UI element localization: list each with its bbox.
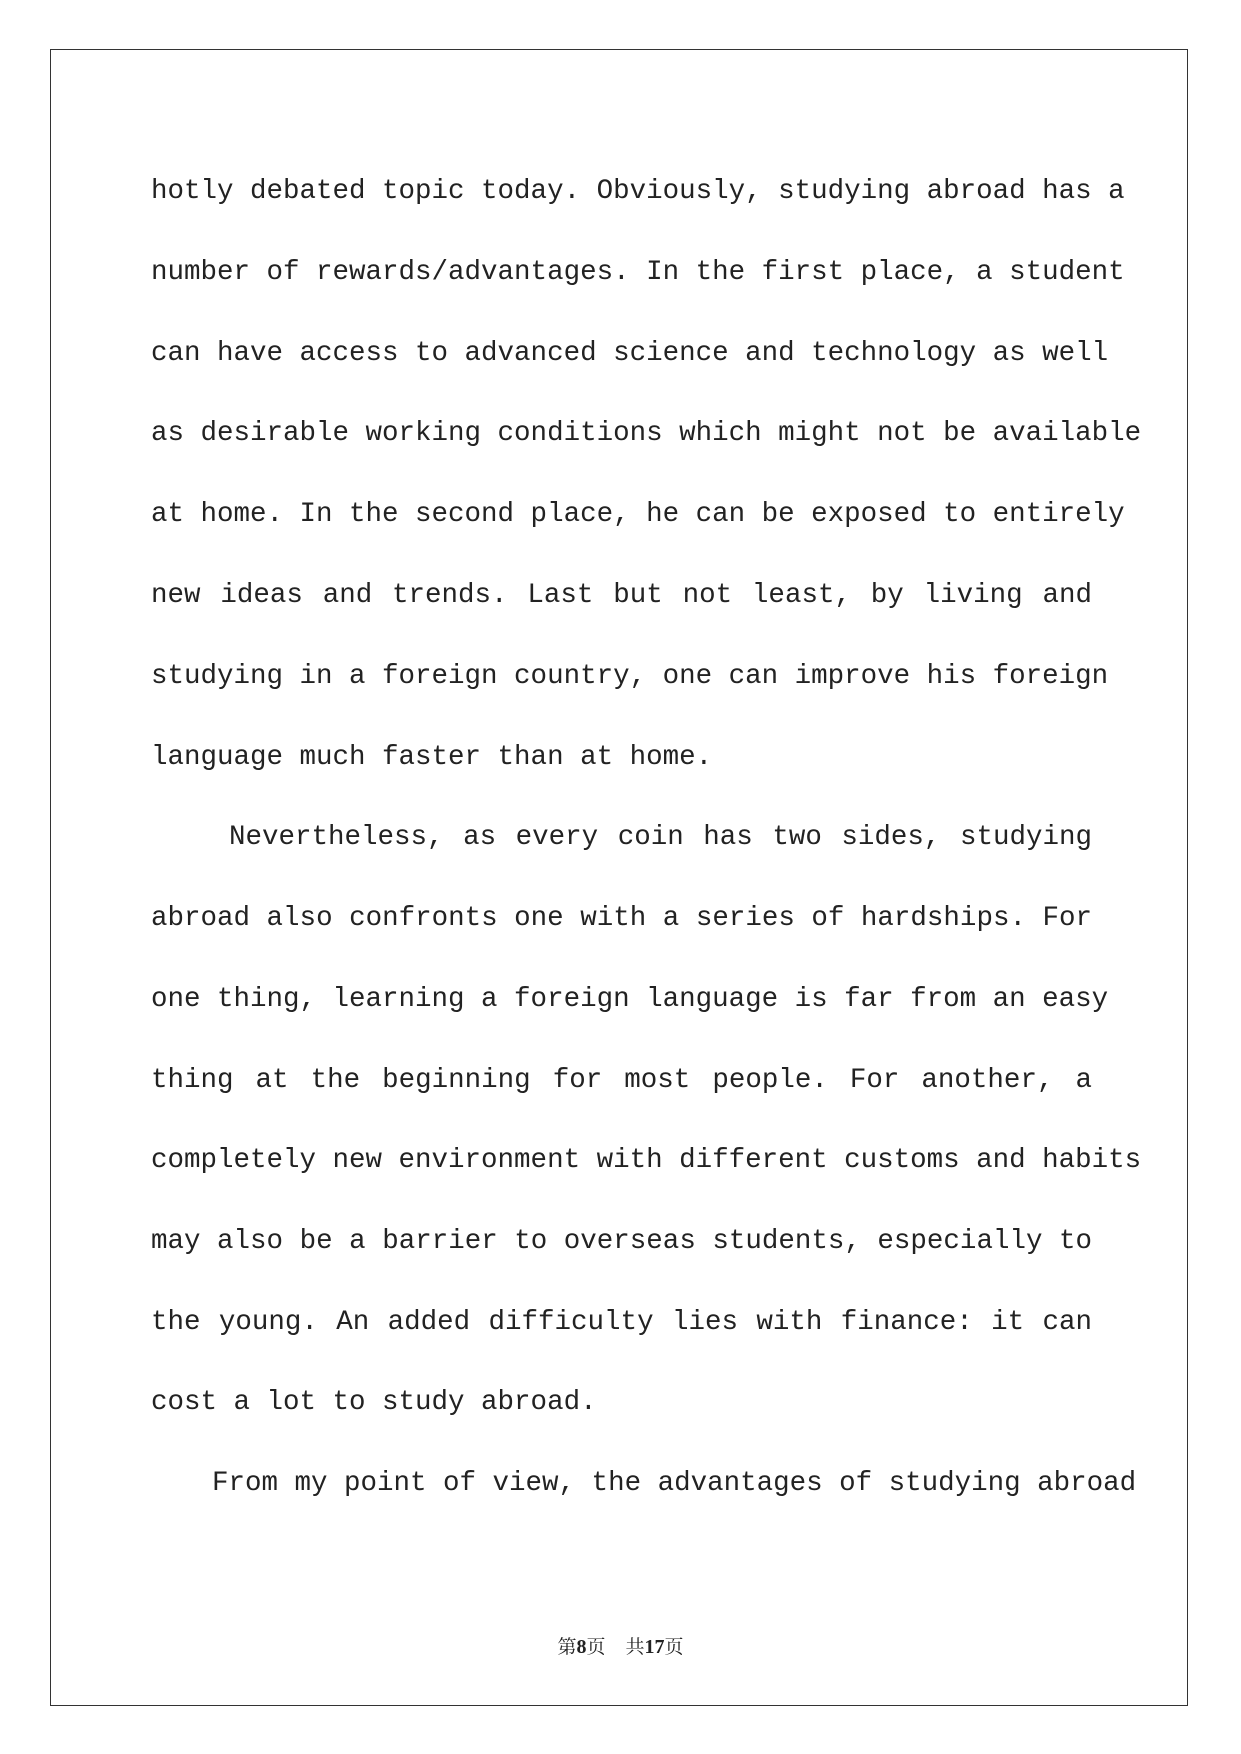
page-border (50, 49, 1188, 1706)
text-line: at home. In the second place, he can be exposed to entirely (151, 499, 1125, 530)
text-line: new ideas and trends. Last but not least, by living and (151, 580, 1092, 611)
paragraph-start-line: From my point of view, the advantages of studying abroad (212, 1468, 1137, 1499)
text-line: the young. An added difficulty lies with finance: it can (151, 1307, 1092, 1338)
paragraph-start-line: Nevertheless, as every coin has two sides, studying (229, 822, 1092, 853)
text-line: studying in a foreign country, one can improve his foreign (151, 661, 1109, 692)
page-footer (0, 1632, 1241, 1659)
text-line: abroad also confronts one with a series of hardships. For (151, 903, 1092, 934)
page-suffix: 页 (586, 1636, 606, 1658)
text-line: number of rewards/advantages. In the first place, a student (151, 257, 1125, 288)
text-line: one thing, learning a foreign language is far from an easy (151, 984, 1109, 1015)
text-line: hotly debated topic today. Obviously, studying abroad has a (151, 176, 1125, 207)
text-line: language much faster than at home. (151, 742, 713, 773)
text-line: completely new environment with different customs and habits (151, 1145, 1142, 1176)
text-line: as desirable working conditions which might not be available (151, 418, 1142, 449)
total-pages: 17 (644, 1636, 665, 1658)
text-line: thing at the beginning for most people. For another, a (151, 1065, 1092, 1096)
page-number: 8 (576, 1636, 587, 1658)
text-line: may also be a barrier to overseas students, especially to (151, 1226, 1092, 1257)
total-suffix: 页 (664, 1636, 684, 1658)
page-prefix: 第 (557, 1636, 577, 1658)
total-prefix: 共 (625, 1636, 645, 1658)
text-line: cost a lot to study abroad. (151, 1387, 597, 1418)
text-line: can have access to advanced science and technology as well (151, 338, 1109, 369)
